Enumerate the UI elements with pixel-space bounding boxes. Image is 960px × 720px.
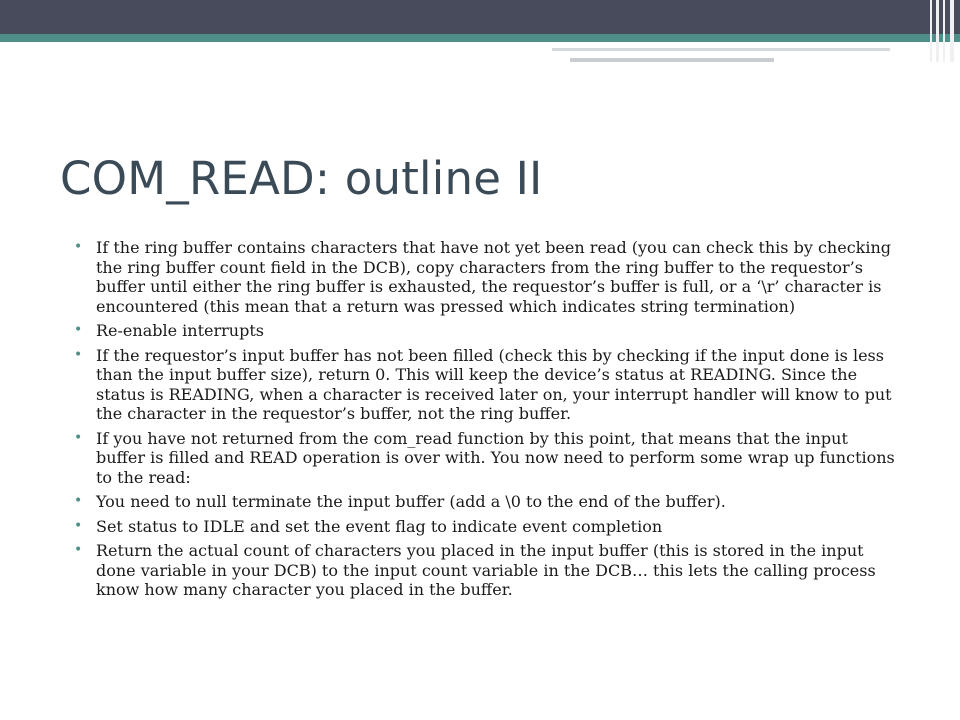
list-item <box>74 429 898 488</box>
bullet-icon: • <box>74 322 83 338</box>
bullet-icon: • <box>74 493 83 509</box>
list-item <box>74 238 898 316</box>
bullet-text: You need to null terminate the input buffer (add a \0 to the end of the buffer). <box>96 492 726 511</box>
decorative-rule <box>552 48 890 51</box>
list-item <box>74 541 898 600</box>
bullet-icon: • <box>74 542 83 558</box>
bullet-text: Re-enable interrupts <box>96 321 264 340</box>
bullet-text: If the requestor’s input buffer has not been filled (check this by checking if the input done is less than the input buffer size), return 0. This will keep the device’s status at READING. Since the status is READING, when a character is received later on, your interrupt handler will know to put the character in the requestor’s buffer, not the ring buffer. <box>96 345 892 423</box>
list-item <box>74 346 898 424</box>
bullet-icon: • <box>74 429 83 446</box>
header-band <box>0 0 960 34</box>
list-item <box>74 492 898 512</box>
list-item <box>74 321 898 341</box>
decorative-stripes <box>926 0 960 62</box>
decorative-rule <box>570 58 774 62</box>
bullet-icon: • <box>74 239 83 255</box>
bullet-icon: • <box>74 517 83 534</box>
bullet-text: If you have not returned from the com_read function by this point, that means that the input buffer is filled and READ operation is over with. You now need to perform some wrap up functions to the read: <box>96 428 895 487</box>
bullet-icon: • <box>74 346 83 363</box>
slide-title: COM_READ: outline II <box>60 152 543 205</box>
bullet-text: Return the actual count of characters you placed in the input buffer (this is stored in the input done variable in your DCB) to the input count variable in the DCB… this lets the calling process know how many character you placed in the buffer. <box>96 541 876 599</box>
bullet-list <box>74 238 898 605</box>
accent-band <box>0 34 960 42</box>
bullet-text: Set status to IDLE and set the event flag to indicate event completion <box>96 516 663 536</box>
list-item <box>74 517 898 537</box>
bullet-text: If the ring buffer contains characters that have not yet been read (you can check this by checking the ring buffer count field in the DCB), copy characters from the ring buffer to the requestor’s buffer until either the ring buffer is exhausted, the requestor’s buffer is full, or a ‘\r’ character is encountered (this mean that a return was pressed which indicates string termination) <box>96 238 892 316</box>
